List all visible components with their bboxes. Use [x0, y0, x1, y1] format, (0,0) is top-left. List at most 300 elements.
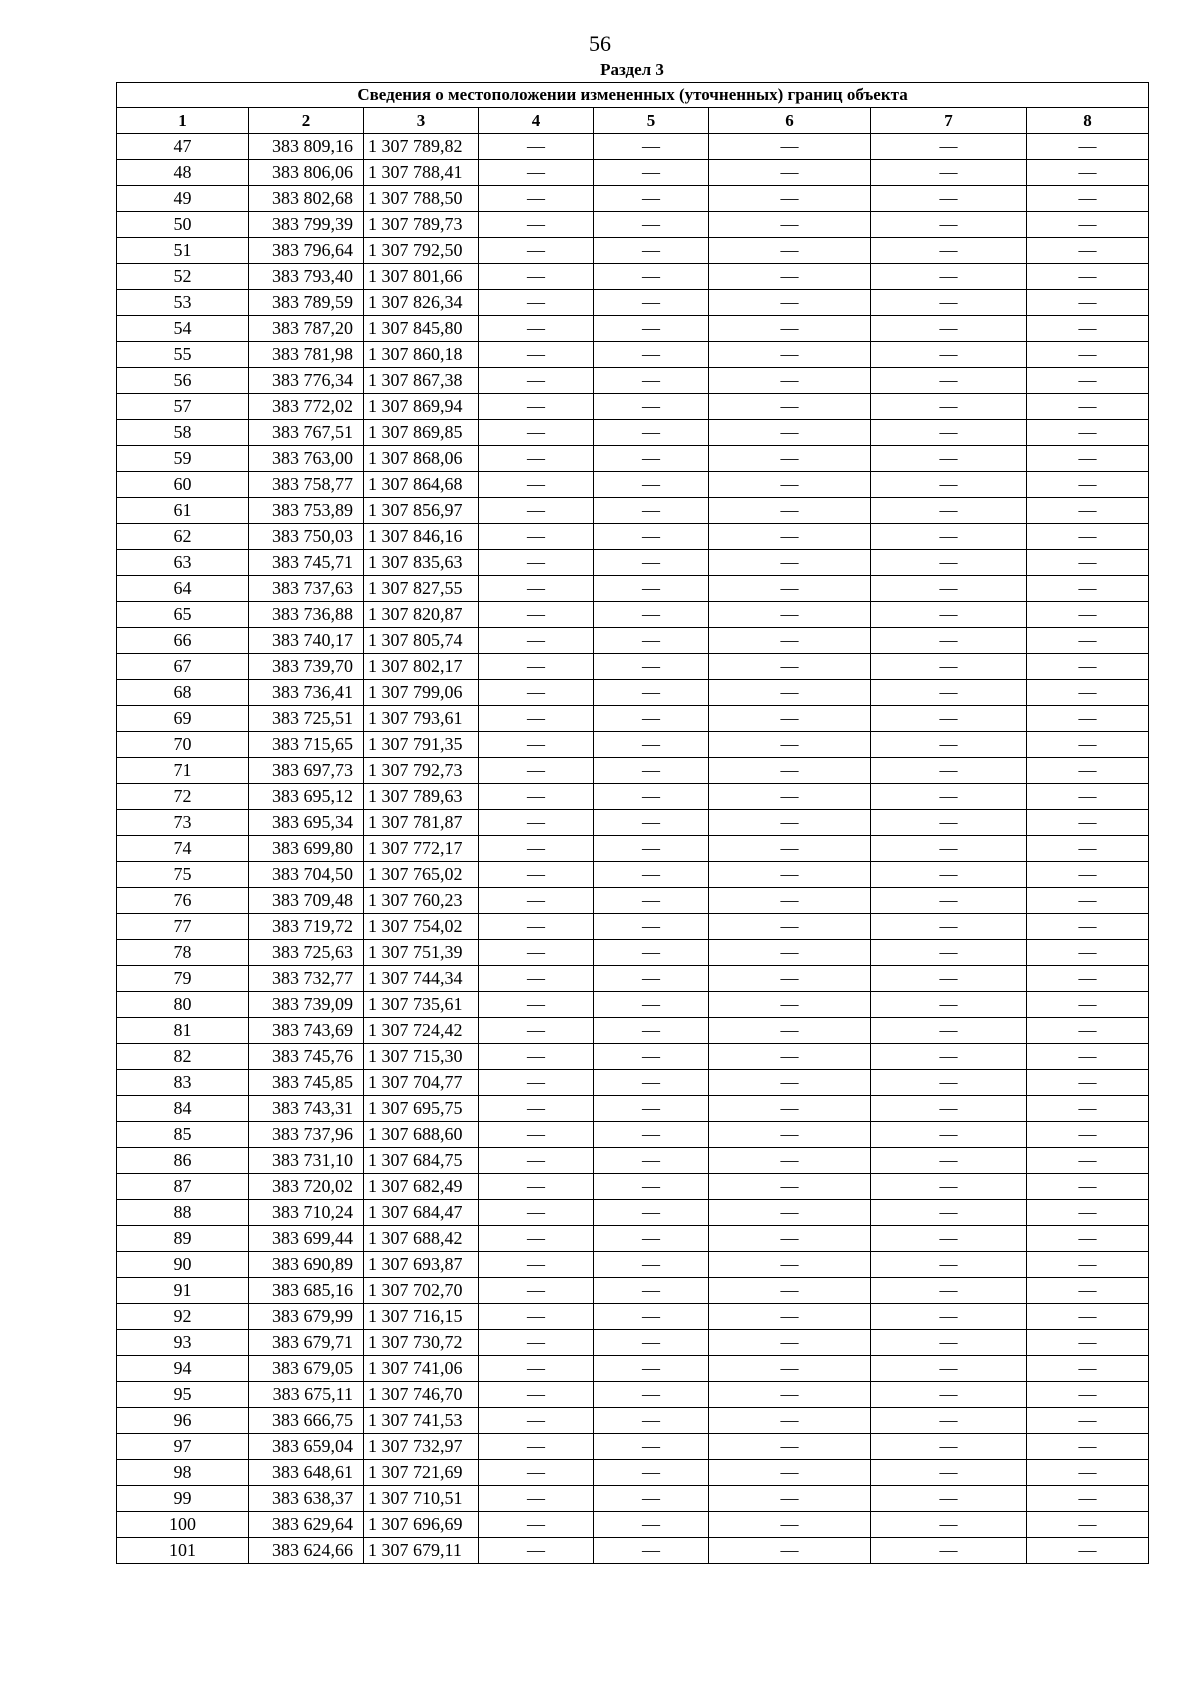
- empty-value-cell: —: [594, 654, 709, 680]
- empty-value-cell: —: [871, 1486, 1027, 1512]
- table-row: [117, 1382, 1149, 1408]
- empty-value-cell: —: [709, 810, 871, 836]
- point-number-cell: 72: [117, 784, 249, 810]
- point-number-cell: 85: [117, 1122, 249, 1148]
- empty-value-cell: —: [709, 1096, 871, 1122]
- point-number-cell: 50: [117, 212, 249, 238]
- point-number-cell: 99: [117, 1486, 249, 1512]
- x-coordinate-cell: 383 690,89: [249, 1252, 364, 1278]
- table-row: [117, 212, 1149, 238]
- table-row: [117, 472, 1149, 498]
- empty-value-cell: —: [1027, 732, 1149, 758]
- empty-value-cell: —: [871, 290, 1027, 316]
- x-coordinate-cell: 383 736,41: [249, 680, 364, 706]
- empty-value-cell: —: [1027, 966, 1149, 992]
- y-coordinate-cell: 1 307 793,61: [364, 706, 479, 732]
- empty-value-cell: —: [709, 1512, 871, 1538]
- empty-value-cell: —: [594, 160, 709, 186]
- empty-value-cell: —: [479, 1330, 594, 1356]
- x-coordinate-cell: 383 659,04: [249, 1434, 364, 1460]
- empty-value-cell: —: [709, 1434, 871, 1460]
- empty-value-cell: —: [1027, 1356, 1149, 1382]
- empty-value-cell: —: [1027, 628, 1149, 654]
- x-coordinate-cell: 383 753,89: [249, 498, 364, 524]
- column-header: 4: [479, 108, 594, 134]
- empty-value-cell: —: [709, 498, 871, 524]
- empty-value-cell: —: [871, 1122, 1027, 1148]
- empty-value-cell: —: [871, 1252, 1027, 1278]
- empty-value-cell: —: [594, 394, 709, 420]
- y-coordinate-cell: 1 307 860,18: [364, 342, 479, 368]
- table-row: [117, 1018, 1149, 1044]
- empty-value-cell: —: [871, 836, 1027, 862]
- empty-value-cell: —: [709, 836, 871, 862]
- empty-value-cell: —: [871, 888, 1027, 914]
- y-coordinate-cell: 1 307 788,50: [364, 186, 479, 212]
- point-number-cell: 51: [117, 238, 249, 264]
- x-coordinate-cell: 383 685,16: [249, 1278, 364, 1304]
- empty-value-cell: —: [479, 1278, 594, 1304]
- empty-value-cell: —: [709, 940, 871, 966]
- y-coordinate-cell: 1 307 802,17: [364, 654, 479, 680]
- empty-value-cell: —: [1027, 576, 1149, 602]
- empty-value-cell: —: [1027, 160, 1149, 186]
- empty-value-cell: —: [594, 992, 709, 1018]
- empty-value-cell: —: [1027, 394, 1149, 420]
- empty-value-cell: —: [871, 264, 1027, 290]
- empty-value-cell: —: [479, 1252, 594, 1278]
- y-coordinate-cell: 1 307 805,74: [364, 628, 479, 654]
- empty-value-cell: —: [594, 758, 709, 784]
- empty-value-cell: —: [479, 342, 594, 368]
- x-coordinate-cell: 383 745,71: [249, 550, 364, 576]
- point-number-cell: 49: [117, 186, 249, 212]
- x-coordinate-cell: 383 715,65: [249, 732, 364, 758]
- y-coordinate-cell: 1 307 730,72: [364, 1330, 479, 1356]
- x-coordinate-cell: 383 679,05: [249, 1356, 364, 1382]
- table-row: [117, 342, 1149, 368]
- point-number-cell: 71: [117, 758, 249, 784]
- point-number-cell: 70: [117, 732, 249, 758]
- empty-value-cell: —: [479, 446, 594, 472]
- y-coordinate-cell: 1 307 760,23: [364, 888, 479, 914]
- point-number-cell: 93: [117, 1330, 249, 1356]
- empty-value-cell: —: [594, 1382, 709, 1408]
- x-coordinate-cell: 383 697,73: [249, 758, 364, 784]
- x-coordinate-cell: 383 739,09: [249, 992, 364, 1018]
- empty-value-cell: —: [479, 1226, 594, 1252]
- empty-value-cell: —: [709, 186, 871, 212]
- empty-value-cell: —: [594, 836, 709, 862]
- empty-value-cell: —: [709, 628, 871, 654]
- empty-value-cell: —: [594, 862, 709, 888]
- table-row: [117, 914, 1149, 940]
- point-number-cell: 82: [117, 1044, 249, 1070]
- empty-value-cell: —: [594, 940, 709, 966]
- table-row: [117, 1226, 1149, 1252]
- empty-value-cell: —: [871, 134, 1027, 160]
- point-number-cell: 57: [117, 394, 249, 420]
- point-number-cell: 66: [117, 628, 249, 654]
- table-row: [117, 628, 1149, 654]
- empty-value-cell: —: [871, 472, 1027, 498]
- empty-value-cell: —: [594, 628, 709, 654]
- point-number-cell: 74: [117, 836, 249, 862]
- empty-value-cell: —: [594, 1226, 709, 1252]
- empty-value-cell: —: [479, 290, 594, 316]
- table-row: [117, 576, 1149, 602]
- x-coordinate-cell: 383 699,44: [249, 1226, 364, 1252]
- empty-value-cell: —: [709, 472, 871, 498]
- empty-value-cell: —: [709, 264, 871, 290]
- empty-value-cell: —: [709, 394, 871, 420]
- empty-value-cell: —: [709, 1070, 871, 1096]
- empty-value-cell: —: [871, 524, 1027, 550]
- table-row: [117, 940, 1149, 966]
- table-row: [117, 1330, 1149, 1356]
- table-row: [117, 446, 1149, 472]
- empty-value-cell: —: [1027, 290, 1149, 316]
- x-coordinate-cell: 383 709,48: [249, 888, 364, 914]
- y-coordinate-cell: 1 307 688,60: [364, 1122, 479, 1148]
- empty-value-cell: —: [709, 1044, 871, 1070]
- empty-value-cell: —: [1027, 680, 1149, 706]
- table-caption: Сведения о местоположении измененных (уточненных) границ объекта: [117, 83, 1149, 108]
- y-coordinate-cell: 1 307 869,85: [364, 420, 479, 446]
- empty-value-cell: —: [871, 1538, 1027, 1564]
- empty-value-cell: —: [871, 680, 1027, 706]
- empty-value-cell: —: [709, 420, 871, 446]
- x-coordinate-cell: 383 704,50: [249, 862, 364, 888]
- table-row: [117, 1148, 1149, 1174]
- table-body: [117, 134, 1149, 1564]
- empty-value-cell: —: [709, 1460, 871, 1486]
- x-coordinate-cell: 383 720,02: [249, 1174, 364, 1200]
- empty-value-cell: —: [709, 446, 871, 472]
- empty-value-cell: —: [871, 784, 1027, 810]
- empty-value-cell: —: [594, 732, 709, 758]
- empty-value-cell: —: [479, 1070, 594, 1096]
- empty-value-cell: —: [1027, 498, 1149, 524]
- empty-value-cell: —: [479, 160, 594, 186]
- empty-value-cell: —: [479, 1304, 594, 1330]
- table-row: [117, 368, 1149, 394]
- empty-value-cell: —: [479, 966, 594, 992]
- empty-value-cell: —: [709, 160, 871, 186]
- y-coordinate-cell: 1 307 856,97: [364, 498, 479, 524]
- empty-value-cell: —: [709, 1226, 871, 1252]
- point-number-cell: 54: [117, 316, 249, 342]
- x-coordinate-cell: 383 695,12: [249, 784, 364, 810]
- empty-value-cell: —: [594, 498, 709, 524]
- table-row: [117, 862, 1149, 888]
- empty-value-cell: —: [1027, 1226, 1149, 1252]
- empty-value-cell: —: [594, 524, 709, 550]
- empty-value-cell: —: [1027, 1278, 1149, 1304]
- point-number-cell: 68: [117, 680, 249, 706]
- table-row: [117, 888, 1149, 914]
- empty-value-cell: —: [594, 1278, 709, 1304]
- empty-value-cell: —: [871, 654, 1027, 680]
- x-coordinate-cell: 383 743,69: [249, 1018, 364, 1044]
- point-number-cell: 97: [117, 1434, 249, 1460]
- table-row: [117, 1200, 1149, 1226]
- y-coordinate-cell: 1 307 751,39: [364, 940, 479, 966]
- point-number-cell: 100: [117, 1512, 249, 1538]
- table-row: [117, 654, 1149, 680]
- empty-value-cell: —: [1027, 1200, 1149, 1226]
- empty-value-cell: —: [479, 264, 594, 290]
- empty-value-cell: —: [594, 966, 709, 992]
- table-row: [117, 1486, 1149, 1512]
- empty-value-cell: —: [594, 238, 709, 264]
- point-number-cell: 62: [117, 524, 249, 550]
- y-coordinate-cell: 1 307 867,38: [364, 368, 479, 394]
- y-coordinate-cell: 1 307 696,69: [364, 1512, 479, 1538]
- table-row: [117, 1122, 1149, 1148]
- table-row: [117, 316, 1149, 342]
- empty-value-cell: —: [479, 810, 594, 836]
- empty-value-cell: —: [594, 576, 709, 602]
- empty-value-cell: —: [479, 1018, 594, 1044]
- y-coordinate-cell: 1 307 799,06: [364, 680, 479, 706]
- empty-value-cell: —: [871, 1434, 1027, 1460]
- empty-value-cell: —: [594, 1122, 709, 1148]
- table-row: [117, 498, 1149, 524]
- empty-value-cell: —: [709, 1122, 871, 1148]
- x-coordinate-cell: 383 743,31: [249, 1096, 364, 1122]
- x-coordinate-cell: 383 740,17: [249, 628, 364, 654]
- x-coordinate-cell: 383 725,63: [249, 940, 364, 966]
- table-row: [117, 836, 1149, 862]
- y-coordinate-cell: 1 307 695,75: [364, 1096, 479, 1122]
- empty-value-cell: —: [1027, 706, 1149, 732]
- empty-value-cell: —: [594, 134, 709, 160]
- empty-value-cell: —: [594, 1070, 709, 1096]
- x-coordinate-cell: 383 731,10: [249, 1148, 364, 1174]
- y-coordinate-cell: 1 307 693,87: [364, 1252, 479, 1278]
- empty-value-cell: —: [709, 1174, 871, 1200]
- empty-value-cell: —: [1027, 1252, 1149, 1278]
- column-number-row: [117, 108, 1149, 134]
- point-number-cell: 56: [117, 368, 249, 394]
- empty-value-cell: —: [1027, 654, 1149, 680]
- point-number-cell: 98: [117, 1460, 249, 1486]
- empty-value-cell: —: [709, 550, 871, 576]
- empty-value-cell: —: [1027, 1382, 1149, 1408]
- table-row: [117, 784, 1149, 810]
- empty-value-cell: —: [709, 680, 871, 706]
- empty-value-cell: —: [709, 368, 871, 394]
- x-coordinate-cell: 383 737,63: [249, 576, 364, 602]
- empty-value-cell: —: [709, 992, 871, 1018]
- table-row: [117, 1538, 1149, 1564]
- point-number-cell: 77: [117, 914, 249, 940]
- empty-value-cell: —: [871, 316, 1027, 342]
- point-number-cell: 61: [117, 498, 249, 524]
- x-coordinate-cell: 383 787,20: [249, 316, 364, 342]
- table-row: [117, 992, 1149, 1018]
- empty-value-cell: —: [871, 992, 1027, 1018]
- table-row: [117, 1174, 1149, 1200]
- empty-value-cell: —: [479, 758, 594, 784]
- empty-value-cell: —: [1027, 1304, 1149, 1330]
- empty-value-cell: —: [1027, 472, 1149, 498]
- empty-value-cell: —: [871, 498, 1027, 524]
- empty-value-cell: —: [594, 550, 709, 576]
- empty-value-cell: —: [709, 1018, 871, 1044]
- y-coordinate-cell: 1 307 792,73: [364, 758, 479, 784]
- empty-value-cell: —: [479, 1356, 594, 1382]
- column-header: 3: [364, 108, 479, 134]
- point-number-cell: 95: [117, 1382, 249, 1408]
- empty-value-cell: —: [1027, 1512, 1149, 1538]
- table-row: [117, 238, 1149, 264]
- empty-value-cell: —: [871, 1070, 1027, 1096]
- x-coordinate-cell: 383 629,64: [249, 1512, 364, 1538]
- empty-value-cell: —: [594, 602, 709, 628]
- empty-value-cell: —: [594, 368, 709, 394]
- empty-value-cell: —: [871, 1226, 1027, 1252]
- x-coordinate-cell: 383 666,75: [249, 1408, 364, 1434]
- empty-value-cell: —: [1027, 1538, 1149, 1564]
- empty-value-cell: —: [1027, 1434, 1149, 1460]
- empty-value-cell: —: [709, 212, 871, 238]
- empty-value-cell: —: [479, 784, 594, 810]
- empty-value-cell: —: [709, 1252, 871, 1278]
- y-coordinate-cell: 1 307 791,35: [364, 732, 479, 758]
- x-coordinate-cell: 383 799,39: [249, 212, 364, 238]
- empty-value-cell: —: [479, 420, 594, 446]
- point-number-cell: 76: [117, 888, 249, 914]
- empty-value-cell: —: [709, 706, 871, 732]
- empty-value-cell: —: [594, 1460, 709, 1486]
- empty-value-cell: —: [479, 602, 594, 628]
- empty-value-cell: —: [871, 160, 1027, 186]
- empty-value-cell: —: [594, 706, 709, 732]
- empty-value-cell: —: [479, 1512, 594, 1538]
- empty-value-cell: —: [709, 654, 871, 680]
- empty-value-cell: —: [871, 446, 1027, 472]
- empty-value-cell: —: [709, 524, 871, 550]
- empty-value-cell: —: [709, 1408, 871, 1434]
- empty-value-cell: —: [709, 576, 871, 602]
- table-row: [117, 1070, 1149, 1096]
- empty-value-cell: —: [479, 628, 594, 654]
- empty-value-cell: —: [479, 1460, 594, 1486]
- empty-value-cell: —: [479, 186, 594, 212]
- empty-value-cell: —: [871, 862, 1027, 888]
- y-coordinate-cell: 1 307 715,30: [364, 1044, 479, 1070]
- point-number-cell: 52: [117, 264, 249, 290]
- y-coordinate-cell: 1 307 746,70: [364, 1382, 479, 1408]
- point-number-cell: 91: [117, 1278, 249, 1304]
- empty-value-cell: —: [709, 758, 871, 784]
- point-number-cell: 94: [117, 1356, 249, 1382]
- empty-value-cell: —: [871, 342, 1027, 368]
- empty-value-cell: —: [594, 342, 709, 368]
- empty-value-cell: —: [479, 1408, 594, 1434]
- table-row: [117, 550, 1149, 576]
- y-coordinate-cell: 1 307 744,34: [364, 966, 479, 992]
- table-row: [117, 290, 1149, 316]
- x-coordinate-cell: 383 699,80: [249, 836, 364, 862]
- x-coordinate-cell: 383 732,77: [249, 966, 364, 992]
- empty-value-cell: —: [709, 862, 871, 888]
- table-row: [117, 1044, 1149, 1070]
- empty-value-cell: —: [709, 602, 871, 628]
- y-coordinate-cell: 1 307 684,47: [364, 1200, 479, 1226]
- empty-value-cell: —: [709, 784, 871, 810]
- empty-value-cell: —: [871, 1460, 1027, 1486]
- empty-value-cell: —: [1027, 212, 1149, 238]
- empty-value-cell: —: [1027, 186, 1149, 212]
- empty-value-cell: —: [1027, 1408, 1149, 1434]
- table-row: [117, 810, 1149, 836]
- table-row: [117, 1356, 1149, 1382]
- y-coordinate-cell: 1 307 781,87: [364, 810, 479, 836]
- point-number-cell: 86: [117, 1148, 249, 1174]
- point-number-cell: 47: [117, 134, 249, 160]
- point-number-cell: 63: [117, 550, 249, 576]
- table-row: [117, 1252, 1149, 1278]
- y-coordinate-cell: 1 307 735,61: [364, 992, 479, 1018]
- x-coordinate-cell: 383 789,59: [249, 290, 364, 316]
- y-coordinate-cell: 1 307 721,69: [364, 1460, 479, 1486]
- y-coordinate-cell: 1 307 846,16: [364, 524, 479, 550]
- empty-value-cell: —: [594, 1018, 709, 1044]
- empty-value-cell: —: [1027, 264, 1149, 290]
- empty-value-cell: —: [479, 1044, 594, 1070]
- empty-value-cell: —: [871, 810, 1027, 836]
- empty-value-cell: —: [709, 1304, 871, 1330]
- empty-value-cell: —: [479, 680, 594, 706]
- empty-value-cell: —: [871, 1512, 1027, 1538]
- empty-value-cell: —: [594, 1304, 709, 1330]
- empty-value-cell: —: [1027, 368, 1149, 394]
- empty-value-cell: —: [709, 316, 871, 342]
- empty-value-cell: —: [594, 1356, 709, 1382]
- empty-value-cell: —: [709, 134, 871, 160]
- empty-value-cell: —: [871, 1044, 1027, 1070]
- empty-value-cell: —: [594, 914, 709, 940]
- empty-value-cell: —: [479, 1174, 594, 1200]
- empty-value-cell: —: [1027, 1148, 1149, 1174]
- empty-value-cell: —: [1027, 758, 1149, 784]
- y-coordinate-cell: 1 307 789,73: [364, 212, 479, 238]
- empty-value-cell: —: [594, 680, 709, 706]
- empty-value-cell: —: [871, 1356, 1027, 1382]
- empty-value-cell: —: [479, 888, 594, 914]
- empty-value-cell: —: [479, 1148, 594, 1174]
- empty-value-cell: —: [479, 472, 594, 498]
- empty-value-cell: —: [1027, 888, 1149, 914]
- column-header: 8: [1027, 108, 1149, 134]
- empty-value-cell: —: [594, 1434, 709, 1460]
- x-coordinate-cell: 383 638,37: [249, 1486, 364, 1512]
- empty-value-cell: —: [1027, 1174, 1149, 1200]
- column-header: 5: [594, 108, 709, 134]
- point-number-cell: 92: [117, 1304, 249, 1330]
- table-row: [117, 1434, 1149, 1460]
- empty-value-cell: —: [871, 1382, 1027, 1408]
- empty-value-cell: —: [594, 1512, 709, 1538]
- empty-value-cell: —: [1027, 446, 1149, 472]
- empty-value-cell: —: [479, 992, 594, 1018]
- x-coordinate-cell: 383 767,51: [249, 420, 364, 446]
- empty-value-cell: —: [1027, 550, 1149, 576]
- x-coordinate-cell: 383 809,16: [249, 134, 364, 160]
